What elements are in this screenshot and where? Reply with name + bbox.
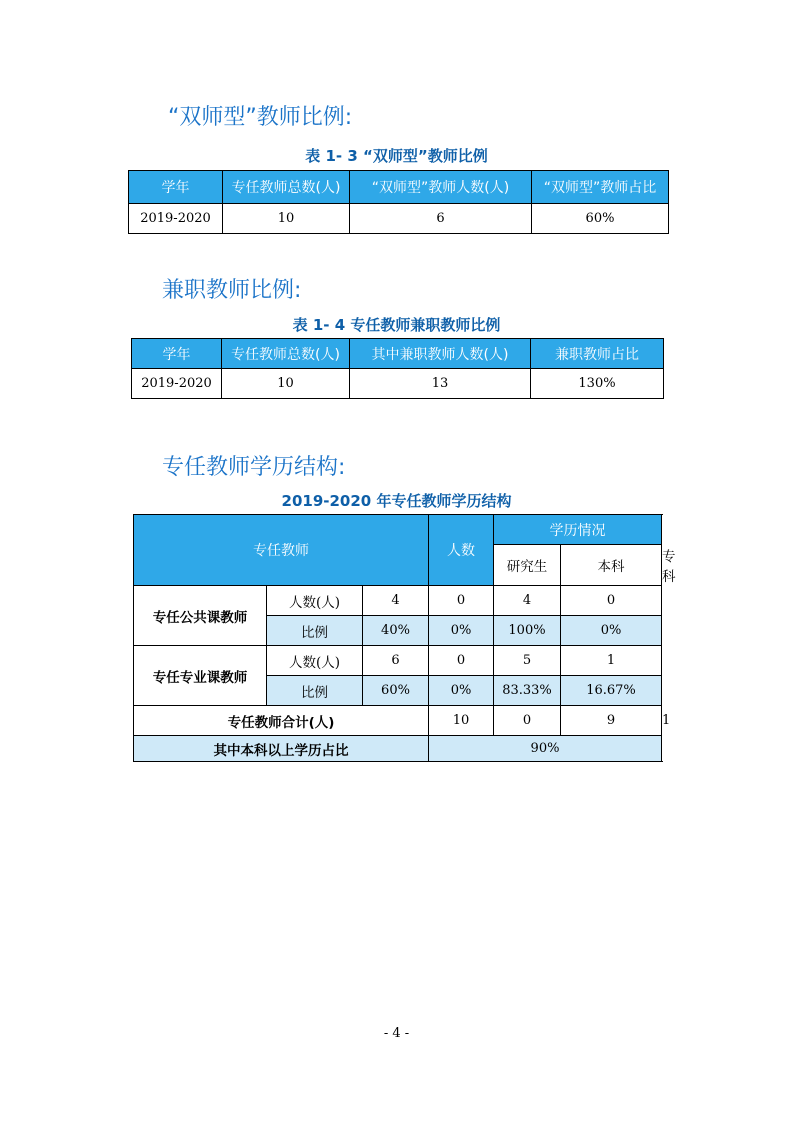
section-heading-education: 专任教师学历结构: bbox=[162, 455, 346, 480]
header-education: 学历情况 bbox=[494, 515, 662, 545]
bachelor-above-ratio-value: 90% bbox=[429, 736, 662, 762]
header-parttime-ratio: 兼职教师占比 bbox=[531, 339, 664, 369]
cell-count-ratio: 60% bbox=[363, 676, 429, 706]
cell-year: 2019-2020 bbox=[132, 369, 222, 399]
table-caption-education: 2019-2020 年专任教师学历结构 bbox=[281, 492, 512, 510]
cell-postgrad: 0 bbox=[429, 586, 494, 616]
row-label-count: 人数(人) bbox=[267, 646, 363, 676]
total-count: 10 bbox=[429, 706, 494, 736]
cell-college: 1 bbox=[561, 646, 662, 676]
parttime-table bbox=[131, 338, 664, 399]
cell-undergrad: 5 bbox=[494, 646, 561, 676]
page-number: - 4 - bbox=[383, 1026, 410, 1041]
cell-college: 0 bbox=[561, 586, 662, 616]
table-caption-1-4: 表 1- 4 专任教师兼职教师比例 bbox=[292, 316, 501, 334]
cell-parttime-count: 13 bbox=[350, 369, 531, 399]
header-double-count: “双师型”教师人数(人) bbox=[350, 171, 532, 204]
header-fulltime-teacher: 专任教师 bbox=[134, 515, 429, 586]
cell-postgrad: 0 bbox=[429, 646, 494, 676]
total-postgrad: 0 bbox=[494, 706, 561, 736]
total-label: 专任教师合计(人) bbox=[134, 706, 429, 736]
cell-undergrad-ratio: 100% bbox=[494, 616, 561, 646]
cell-undergrad-ratio: 83.33% bbox=[494, 676, 561, 706]
cell-double-count: 6 bbox=[350, 204, 532, 234]
header-undergrad: 本科 bbox=[561, 545, 662, 586]
cell-count-ratio: 40% bbox=[363, 616, 429, 646]
education-structure-table: 专任教师 人数 学历情况 研究生 本科 专科 专任公共课教师 人数(人) 4 0 4 0 比例 40% 0% 100% 0% 专任专业课教师 人数(人) 6 0 5 1 比例 60% 0% 83.33% 16.67% 专任教师合计(人) 10 0 9 1 其中本科以上学历占比 90% bbox=[133, 514, 662, 762]
row-label-ratio: 比例 bbox=[267, 616, 363, 646]
cell-parttime-ratio: 130% bbox=[531, 369, 664, 399]
header-year: 学年 bbox=[132, 339, 222, 369]
header-year: 学年 bbox=[129, 171, 223, 204]
row-label-ratio: 比例 bbox=[267, 676, 363, 706]
cell-college-ratio: 16.67% bbox=[561, 676, 662, 706]
cell-fulltime-total: 10 bbox=[223, 204, 350, 234]
header-fulltime-total: 专任教师总数(人) bbox=[223, 171, 350, 204]
group-name-public: 专任公共课教师 bbox=[134, 586, 267, 646]
row-label-count: 人数(人) bbox=[267, 586, 363, 616]
cell-college-ratio: 0% bbox=[561, 616, 662, 646]
header-parttime-count: 其中兼职教师人数(人) bbox=[350, 339, 531, 369]
double-qualified-table bbox=[128, 170, 669, 234]
header-fulltime-total: 专任教师总数(人) bbox=[222, 339, 350, 369]
cell-undergrad: 4 bbox=[494, 586, 561, 616]
cell-count: 6 bbox=[363, 646, 429, 676]
group-name-major: 专任专业课教师 bbox=[134, 646, 267, 706]
section-heading-double-qualified: “双师型”教师比例: bbox=[168, 105, 353, 130]
cell-count: 4 bbox=[363, 586, 429, 616]
table-caption-1-3: 表 1- 3 “双师型”教师比例 bbox=[305, 147, 488, 165]
bachelor-above-ratio-label: 其中本科以上学历占比 bbox=[134, 736, 429, 762]
header-postgrad: 研究生 bbox=[494, 545, 561, 586]
cell-postgrad-ratio: 0% bbox=[429, 616, 494, 646]
section-heading-parttime: 兼职教师比例: bbox=[162, 278, 302, 303]
header-double-ratio: “双师型”教师占比 bbox=[532, 171, 669, 204]
cell-year: 2019-2020 bbox=[129, 204, 223, 234]
cell-double-ratio: 60% bbox=[532, 204, 669, 234]
cell-fulltime-total: 10 bbox=[222, 369, 350, 399]
header-count: 人数 bbox=[429, 515, 494, 586]
cell-postgrad-ratio: 0% bbox=[429, 676, 494, 706]
total-undergrad: 9 bbox=[561, 706, 662, 736]
